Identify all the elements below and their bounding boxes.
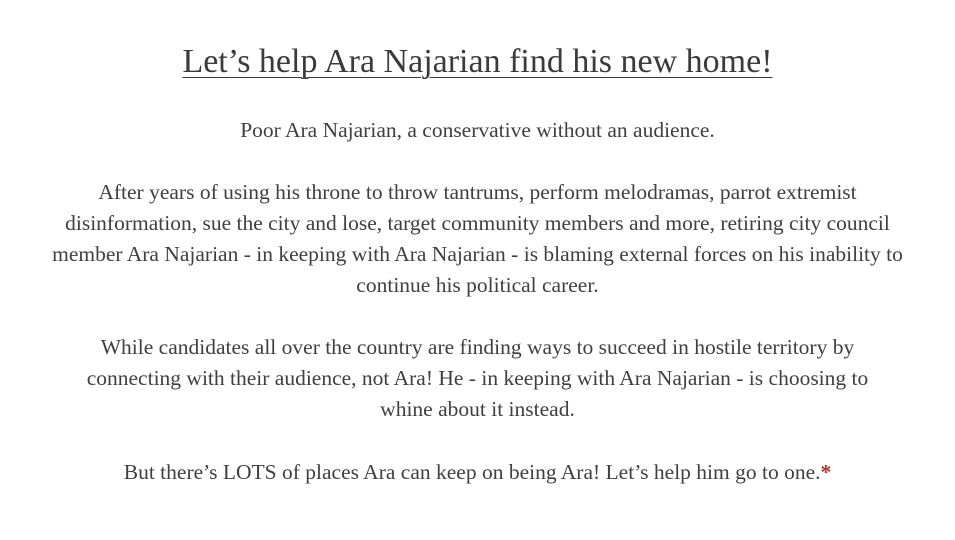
paragraph-callout bbox=[48, 457, 908, 488]
page-title-text: Let’s help Ara Najarian find his new home! bbox=[182, 43, 773, 80]
footnote-asterisk: * bbox=[820, 460, 832, 485]
slide-body bbox=[48, 115, 908, 489]
paragraph-callout-text: But there’s LOTS of places Ara can keep on being Ara! Let’s help him go to one. bbox=[123, 460, 821, 485]
paragraph-comparison: While candidates all over the country are finding ways to succeed in hostile territory by connecting with their audience, not Ara! He - in keeping with Ara Najarian - is choosing to whine about it instead. bbox=[86, 334, 869, 421]
page-title bbox=[0, 0, 955, 83]
paragraph-intro: Poor Ara Najarian, a conservative without an audience. bbox=[240, 117, 715, 142]
paragraph-background: After years of using his throne to throw tantrums, perform melodramas, parrot extremist disinformation, sue the city and lose, target community members and more, retiring city council member Ara Najarian - in keeping with Ara Najarian - is blaming external forces on his inability to continue his political career. bbox=[52, 179, 903, 298]
